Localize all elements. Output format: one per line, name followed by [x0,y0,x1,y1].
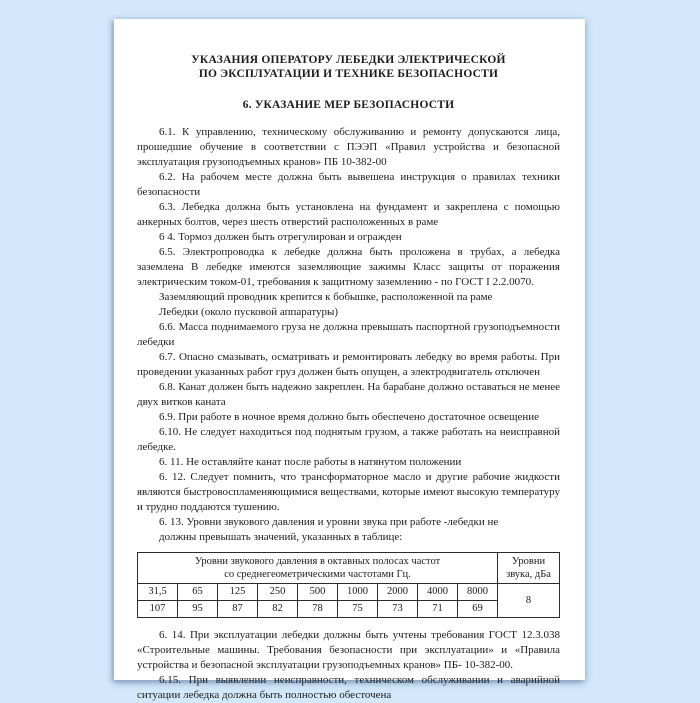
paragraph-winch-apparatus: Лебедки (около пусковой аппаратуры) [159,306,339,318]
frequency-cell: 65 [178,584,218,601]
document-title [137,53,560,81]
frequency-cell: 31,5 [138,584,178,601]
document-body [137,125,560,703]
paragraph-grounding-conductor: Заземляющий проводник крепится к бобышке, расположенной па раме [159,291,493,303]
level-cell: 82 [258,601,298,618]
level-cell: 69 [458,601,498,618]
table-level-row [138,601,560,618]
table-header-sound-line2: звука, дБа [506,569,551,580]
level-cell: 95 [178,601,218,618]
paragraph-6-7: 6.7. Опасно смазывать, осматривать и ремонтировать лебедку во время работы. При проведении указанных работ груз должен быть опущен, а электродвигатель отключен [137,351,560,378]
table-header-sound-line1: Уровни [511,556,546,567]
section-heading: 6. УКАЗАНИЕ МЕР БЕЗОПАСНОСТИ [242,99,455,111]
frequency-cell: 1000 [338,584,378,601]
table-header-main-line2: со среднегеометрическими частотами Гц. [224,569,411,580]
paragraph-6-2: 6.2. На рабочем месте должна быть вывешена инструкция о правилах техники безопасности [137,171,560,198]
noise-levels-table [137,552,560,618]
level-cell: 75 [338,601,378,618]
paragraph-6-5: 6.5. Электропроводка к лебедке должна быть проложена в трубах, а лебедка заземлена В лебедке имеются заземляющие зажимы Класс защиты от поражения электрическим током-01, требования к защитному заземлению - по ГОСТ I 2.2.0070. [137,246,560,288]
document-page [114,19,585,701]
table-header-main-line1: Уровни звукового давления в октавных полосах частот [194,556,441,567]
paragraph-6-6: 6.6. Масса поднимаемого груза не должна превышать паспортной грузоподъемности лебедки [137,321,560,348]
paragraph-6-12: 6. 12. Следует помнить, что трансформаторное масло и другие рабочие жидкости являются быстровоспламеняющимися веществами, которые имеют высокую температуру и трудно поддаются тушению. [137,471,560,513]
level-cell: 73 [378,601,418,618]
paragraph-6-1: 6.1. К управлению, техническому обслуживанию и ремонту допускаются лица, прошедшие обучение в соответствии с ПЭЭП «Правил устройства и безопасной эксплуатация грузоподъемных кранов» ПБ 10-382-00 [137,126,560,168]
frequency-cell: 250 [258,584,298,601]
document-title-line2: ПО ЭКСПЛУАТАЦИИ И ТЕХНИКЕ БЕЗОПАСНОСТИ [198,68,499,80]
frequency-cell: 2000 [378,584,418,601]
paragraph-6-11: 6. 11. Не оставляйте канат после работы в натянутом положении [159,456,462,468]
level-cell: 78 [298,601,338,618]
document-title-line1: УКАЗАНИЯ ОПЕРАТОРУ ЛЕБЕДКИ ЭЛЕКТРИЧЕСКОЙ [191,54,506,66]
paragraph-6-10: 6.10. Не следует находиться под поднятым грузом, а также работать на неисправной лебедке. [137,426,560,453]
frequency-cell: 125 [218,584,258,601]
level-cell: 107 [138,601,178,618]
paragraph-6-8: 6.8. Канат должен быть надежно закреплен. На барабане должно оставаться не менее двух витков каната [137,381,560,408]
level-cell: 87 [218,601,258,618]
table-header-main [138,553,498,584]
paragraph-6-13: 6. 13. Уровни звукового давления и уровни звука при работе -лебедки не [159,516,499,528]
table-frequency-row [138,584,560,601]
table-header-row [138,553,560,584]
frequency-cell: 4000 [418,584,458,601]
frequency-cell: 500 [298,584,338,601]
paragraph-6-4: 6 4. Тормоз должен быть отрегулирован и огражден [159,231,402,243]
paragraph-6-9: 6.9. При работе в ночное время должно быть обеспечено достаточное освещение [159,411,539,423]
paragraph-table-intro: должны превышать значений, указанных в таблице: [159,531,403,543]
paragraph-6-3: 6.3. Лебедка должна быть установлена на фундамент и закреплена с помощью анкерных болтов, через шесть отверстий расположенных в раме [137,201,560,228]
frequency-cell: 8000 [458,584,498,601]
paragraph-6-14: 6. 14. При эксплуатации лебедки должны быть учтены требования ГОСТ 12.3.038 «Строительные машины. Требования безопасности при эксплуатации» и «Правила устройства и безопасной эксплуатации грузоподъемных кранов» ПБ- 10-382-00. [137,629,560,671]
table-header-sound-level [498,553,560,584]
paragraph-6-15: 6.15. При выявлении неисправности, техническом обслуживании и аварийной ситуации лебедка должна быть полностью обесточена [137,674,560,701]
sound-level-value: 8 [498,584,560,618]
level-cell: 71 [418,601,458,618]
